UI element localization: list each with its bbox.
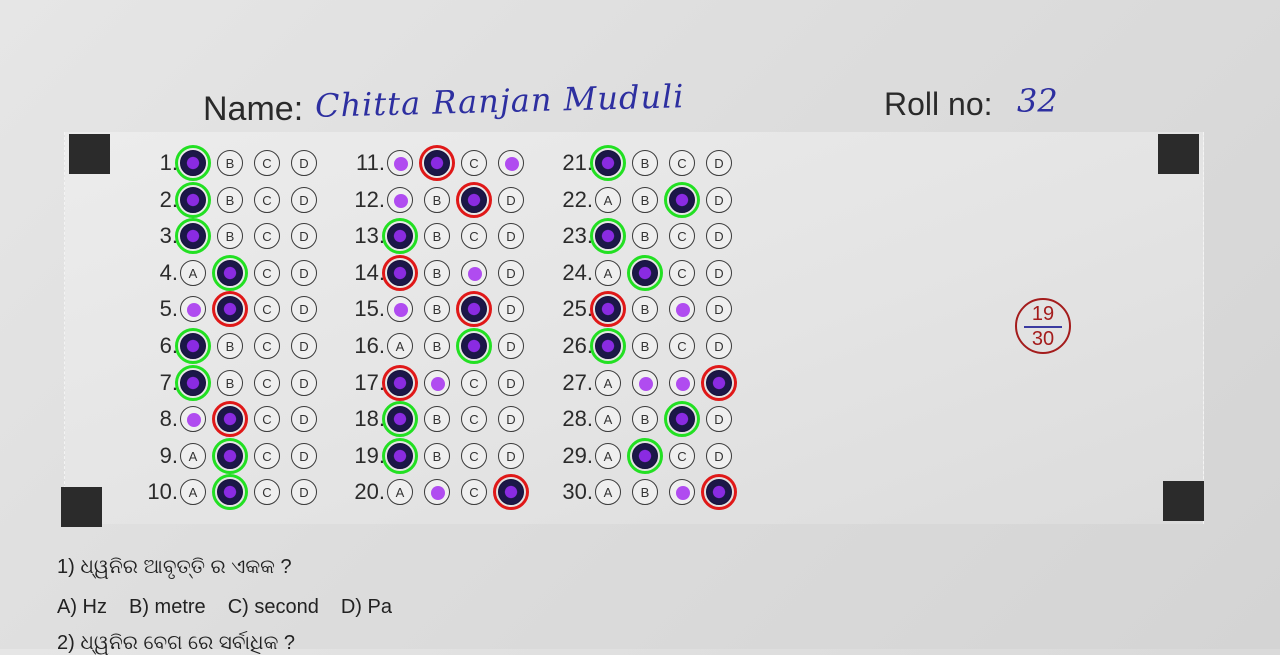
bubble-letter: D (506, 265, 516, 281)
bubble-letter: A (603, 375, 613, 391)
bubble-letter: C (262, 484, 272, 500)
bubble-letter: D (714, 448, 724, 464)
question-number: 22. (562, 187, 593, 212)
bubble-letter: C (677, 265, 687, 281)
bubble-letter: A (603, 448, 613, 464)
bubble-letter: D (714, 411, 724, 427)
bubble-letter: D (299, 375, 309, 391)
answer-bubble-c[interactable] (669, 260, 695, 286)
answer-bubble-b[interactable] (217, 333, 243, 359)
question-number: 21. (562, 150, 593, 175)
question-number: 3. (159, 223, 178, 248)
bubble-letter: C (262, 338, 272, 354)
bubble-letter: D (299, 301, 309, 317)
roll-label: Roll no: (884, 86, 993, 122)
answer-bubble-c[interactable] (669, 443, 695, 469)
bubble-letter: C (262, 301, 272, 317)
question-number: 11. (356, 150, 385, 175)
question-number: 10. (147, 479, 178, 504)
bubble-letter: B (432, 411, 442, 427)
roll-value: 32 (1017, 82, 1058, 120)
bubble-letter: D (299, 192, 309, 208)
bubble-letter: D (506, 338, 516, 354)
answer-bubble-d[interactable] (706, 443, 732, 469)
answer-bubble-a[interactable] (595, 370, 621, 396)
answer-bubble-a[interactable] (595, 187, 621, 213)
bubble-letter: D (714, 265, 724, 281)
question-number: 30. (562, 479, 593, 504)
answer-bubble-a[interactable] (595, 443, 621, 469)
bubble-letter: D (506, 411, 516, 427)
bubble-letter: C (469, 484, 479, 500)
bubble-letter: B (640, 228, 650, 244)
answer-bubble-a[interactable] (180, 223, 206, 249)
answer-bubble-a[interactable] (595, 479, 621, 505)
answer-bubble-d[interactable] (706, 333, 732, 359)
answer-bubble-a[interactable] (595, 406, 621, 432)
corner-marker-top-right (1158, 134, 1199, 174)
answer-bubble-a[interactable] (180, 479, 206, 505)
answer-bubble-d[interactable] (706, 260, 732, 286)
question-number: 9. (159, 443, 178, 468)
answer-bubble-d[interactable] (498, 260, 524, 286)
answer-bubble-b[interactable] (632, 296, 658, 322)
answer-bubble-b[interactable] (424, 150, 450, 176)
answer-bubble-a[interactable] (180, 260, 206, 286)
question-1-text: 1) ଧ୍ୱନିର ଆବୃତ୍ତି ର ଏକକ ? (57, 556, 292, 578)
answer-bubble-d[interactable] (706, 479, 732, 505)
answer-bubble-b[interactable] (424, 187, 450, 213)
answer-bubble-a[interactable] (180, 406, 206, 432)
bubble-letter: D (506, 448, 516, 464)
bubble-letter: C (469, 155, 479, 171)
answer-bubble-d[interactable] (291, 260, 317, 286)
question-number: 15. (354, 296, 385, 321)
bubble-letter: D (714, 338, 724, 354)
answer-bubble-c[interactable] (254, 370, 280, 396)
answer-bubble-a[interactable] (595, 296, 621, 322)
bubble-letter: A (603, 192, 613, 208)
bubble-letter: A (603, 484, 613, 500)
question-number: 14. (354, 260, 385, 285)
answer-bubble-c[interactable] (254, 406, 280, 432)
answer-bubble-c[interactable] (254, 333, 280, 359)
question-number: 19. (354, 443, 385, 468)
answer-bubble-b[interactable] (632, 260, 658, 286)
bubble-letter: C (677, 228, 687, 244)
answer-bubble-c[interactable] (461, 443, 487, 469)
answer-bubble-d[interactable] (291, 150, 317, 176)
answer-bubble-b[interactable] (424, 223, 450, 249)
bubble-letter: C (469, 228, 479, 244)
answer-bubble-a[interactable] (387, 479, 413, 505)
answer-bubble-a[interactable] (180, 370, 206, 396)
name-value: Chitta Ranjan Muduli (314, 77, 685, 125)
answer-bubble-d[interactable] (706, 370, 732, 396)
answer-bubble-d[interactable] (291, 223, 317, 249)
question-number: 7. (159, 370, 178, 395)
question-number: 13. (354, 223, 385, 248)
bubble-letter: B (225, 375, 235, 391)
corner-marker-top-left (69, 134, 110, 174)
bubble-letter: C (262, 265, 272, 281)
answer-bubble-b[interactable] (632, 333, 658, 359)
question-number: 17. (354, 370, 385, 395)
answer-bubble-b[interactable] (632, 223, 658, 249)
answer-bubble-b[interactable] (217, 187, 243, 213)
answer-bubble-c[interactable] (669, 333, 695, 359)
answer-bubble-c[interactable] (461, 370, 487, 396)
answer-bubble-a[interactable] (387, 443, 413, 469)
bubble-letter: D (299, 411, 309, 427)
bubble-letter: A (188, 484, 198, 500)
bubble-letter: C (677, 155, 687, 171)
score-obtained: 19 (1031, 303, 1055, 325)
bubble-letter: C (262, 155, 272, 171)
bubble-letter: D (506, 228, 516, 244)
bubble-letter: D (299, 265, 309, 281)
bubble-letter: A (188, 448, 198, 464)
answer-bubble-b[interactable] (217, 406, 243, 432)
question-number: 5. (159, 296, 178, 321)
answer-bubble-b[interactable] (424, 370, 450, 396)
question-number: 1. (159, 150, 178, 175)
question-number: 23. (562, 223, 593, 248)
bubble-letter: A (395, 484, 405, 500)
bubble-letter: A (188, 265, 198, 281)
bubble-letter: C (677, 338, 687, 354)
answer-bubble-d[interactable] (291, 333, 317, 359)
answer-bubble-d[interactable] (706, 150, 732, 176)
bubble-letter: B (640, 155, 650, 171)
answer-bubble-c[interactable] (461, 187, 487, 213)
question-option: D) Pa (340, 596, 392, 618)
answer-bubble-a[interactable] (595, 333, 621, 359)
answer-bubble-b[interactable] (424, 406, 450, 432)
answer-bubble-b[interactable] (217, 150, 243, 176)
answer-bubble-b[interactable] (632, 406, 658, 432)
answer-bubble-d[interactable] (498, 443, 524, 469)
answer-bubble-a[interactable] (387, 296, 413, 322)
answer-bubble-b[interactable] (217, 370, 243, 396)
answer-bubble-c[interactable] (669, 223, 695, 249)
answer-bubble-c[interactable] (254, 296, 280, 322)
answer-bubble-a[interactable] (595, 150, 621, 176)
bubble-letter: B (432, 301, 442, 317)
bubble-letter: B (432, 265, 442, 281)
bubble-letter: D (299, 448, 309, 464)
bubble-letter: B (225, 228, 235, 244)
answer-bubble-b[interactable] (632, 479, 658, 505)
bubble-letter: B (640, 484, 650, 500)
bubble-letter: C (262, 192, 272, 208)
name-label: Name: (203, 90, 304, 128)
question-number: 29. (562, 443, 593, 468)
corner-marker-bottom-left (61, 487, 102, 527)
answer-bubble-a[interactable] (387, 150, 413, 176)
answer-bubble-d[interactable] (498, 333, 524, 359)
bubble-letter: C (469, 411, 479, 427)
answer-bubble-d[interactable] (498, 296, 524, 322)
bubble-letter: A (395, 338, 405, 354)
bubble-letter: A (603, 265, 613, 281)
score-badge (1015, 298, 1071, 354)
question-number: 6. (159, 333, 178, 358)
question-2-text: 2) ଧ୍ୱନିର ବେଗ ରେ ସର୍ବାଧିକ ? (57, 632, 296, 654)
answer-bubble-c[interactable] (461, 223, 487, 249)
answer-bubble-d[interactable] (291, 406, 317, 432)
bubble-letter: D (714, 192, 724, 208)
answer-bubble-a[interactable] (387, 370, 413, 396)
answer-bubble-c[interactable] (461, 150, 487, 176)
answer-bubble-c[interactable] (461, 479, 487, 505)
answer-bubble-a[interactable] (387, 187, 413, 213)
answer-bubble-d[interactable] (498, 370, 524, 396)
answer-bubble-b[interactable] (632, 187, 658, 213)
answer-bubble-c[interactable] (254, 187, 280, 213)
answer-bubble-b[interactable] (632, 443, 658, 469)
bubble-letter: C (262, 228, 272, 244)
corner-marker-bottom-right (1163, 481, 1204, 521)
bubble-letter: B (225, 155, 235, 171)
question-number: 4. (159, 260, 178, 285)
bubble-letter: D (506, 192, 516, 208)
bubble-letter: C (469, 448, 479, 464)
answer-bubble-c[interactable] (254, 223, 280, 249)
answer-bubble-b[interactable] (424, 260, 450, 286)
bubble-letter: D (299, 228, 309, 244)
answer-bubble-b[interactable] (424, 296, 450, 322)
question-number: 25. (562, 296, 593, 321)
answer-bubble-c[interactable] (461, 406, 487, 432)
answer-bubble-a[interactable] (387, 260, 413, 286)
answer-bubble-c[interactable] (669, 296, 695, 322)
answer-bubble-a[interactable] (387, 333, 413, 359)
score-total: 30 (1031, 328, 1055, 350)
answer-bubble-c[interactable] (669, 370, 695, 396)
bubble-letter: D (714, 155, 724, 171)
answer-bubble-c[interactable] (669, 406, 695, 432)
bubble-letter: B (432, 192, 442, 208)
answer-bubble-d[interactable] (498, 223, 524, 249)
bubble-letter: B (432, 448, 442, 464)
answer-bubble-d[interactable] (706, 406, 732, 432)
bubble-letter: D (299, 484, 309, 500)
answer-bubble-b[interactable] (217, 443, 243, 469)
bubble-letter: D (299, 155, 309, 171)
question-number: 18. (354, 406, 385, 431)
answer-bubble-d[interactable] (291, 443, 317, 469)
question-option: A) Hz (57, 596, 107, 618)
answer-bubble-b[interactable] (217, 479, 243, 505)
bubble-letter: D (506, 301, 516, 317)
answer-bubble-b[interactable] (217, 223, 243, 249)
bubble-letter: C (469, 375, 479, 391)
bubble-letter: C (262, 375, 272, 391)
bubble-letter: B (432, 338, 442, 354)
answer-bubble-d[interactable] (706, 296, 732, 322)
question-option: B) metre (129, 596, 206, 618)
answer-bubble-c[interactable] (254, 479, 280, 505)
answer-bubble-b[interactable] (424, 479, 450, 505)
question-number: 26. (562, 333, 593, 358)
bubble-letter: D (714, 228, 724, 244)
bubble-letter: C (262, 411, 272, 427)
question-number: 2. (159, 187, 178, 212)
bubble-letter: D (506, 375, 516, 391)
answer-bubble-c[interactable] (669, 479, 695, 505)
bubble-letter: D (714, 301, 724, 317)
bubble-letter: B (640, 192, 650, 208)
bubble-letter: A (603, 411, 613, 427)
bubble-letter: B (640, 338, 650, 354)
answer-bubble-d[interactable] (498, 187, 524, 213)
answer-bubble-d[interactable] (291, 296, 317, 322)
answer-bubble-c[interactable] (461, 296, 487, 322)
answer-bubble-c[interactable] (461, 260, 487, 286)
bubble-letter: C (677, 448, 687, 464)
bubble-letter: B (432, 228, 442, 244)
answer-bubble-d[interactable] (291, 479, 317, 505)
question-number: 24. (562, 260, 593, 285)
question-number: 28. (562, 406, 593, 431)
answer-bubble-d[interactable] (498, 479, 524, 505)
answer-bubble-d[interactable] (291, 370, 317, 396)
answer-bubble-a[interactable] (387, 406, 413, 432)
answer-bubble-d[interactable] (706, 223, 732, 249)
answer-bubble-c[interactable] (254, 260, 280, 286)
answer-bubble-a[interactable] (180, 187, 206, 213)
answer-bubble-d[interactable] (498, 406, 524, 432)
answer-bubble-c[interactable] (461, 333, 487, 359)
answer-bubble-b[interactable] (424, 333, 450, 359)
answer-bubble-a[interactable] (180, 296, 206, 322)
answer-bubble-c[interactable] (669, 187, 695, 213)
question-option: C) second (227, 596, 319, 618)
answer-bubble-b[interactable] (424, 443, 450, 469)
answer-bubble-c[interactable] (254, 443, 280, 469)
answer-bubble-a[interactable] (180, 150, 206, 176)
answer-bubble-a[interactable] (595, 223, 621, 249)
answer-bubble-a[interactable] (180, 333, 206, 359)
answer-bubble-c[interactable] (254, 150, 280, 176)
answer-bubble-d[interactable] (291, 187, 317, 213)
bubble-letter: B (225, 338, 235, 354)
answer-bubble-d[interactable] (706, 187, 732, 213)
question-number: 16. (354, 333, 385, 358)
answer-bubble-b[interactable] (632, 150, 658, 176)
answer-bubble-a[interactable] (180, 443, 206, 469)
bubble-letter: B (225, 192, 235, 208)
question-number: 27. (562, 370, 593, 395)
answer-bubble-a[interactable] (387, 223, 413, 249)
answer-bubble-a[interactable] (595, 260, 621, 286)
bubble-letter: C (262, 448, 272, 464)
question-number: 20. (354, 479, 385, 504)
answer-bubble-b[interactable] (217, 260, 243, 286)
answer-bubble-b[interactable] (217, 296, 243, 322)
question-1-options (57, 596, 392, 619)
question-number: 12. (354, 187, 385, 212)
answer-bubble-c[interactable] (669, 150, 695, 176)
bubble-letter: B (640, 411, 650, 427)
answer-bubble-b[interactable] (632, 370, 658, 396)
bubble-letter: B (640, 301, 650, 317)
bubble-letter: D (299, 338, 309, 354)
question-number: 8. (159, 406, 178, 431)
answer-bubble-d[interactable] (498, 150, 524, 176)
